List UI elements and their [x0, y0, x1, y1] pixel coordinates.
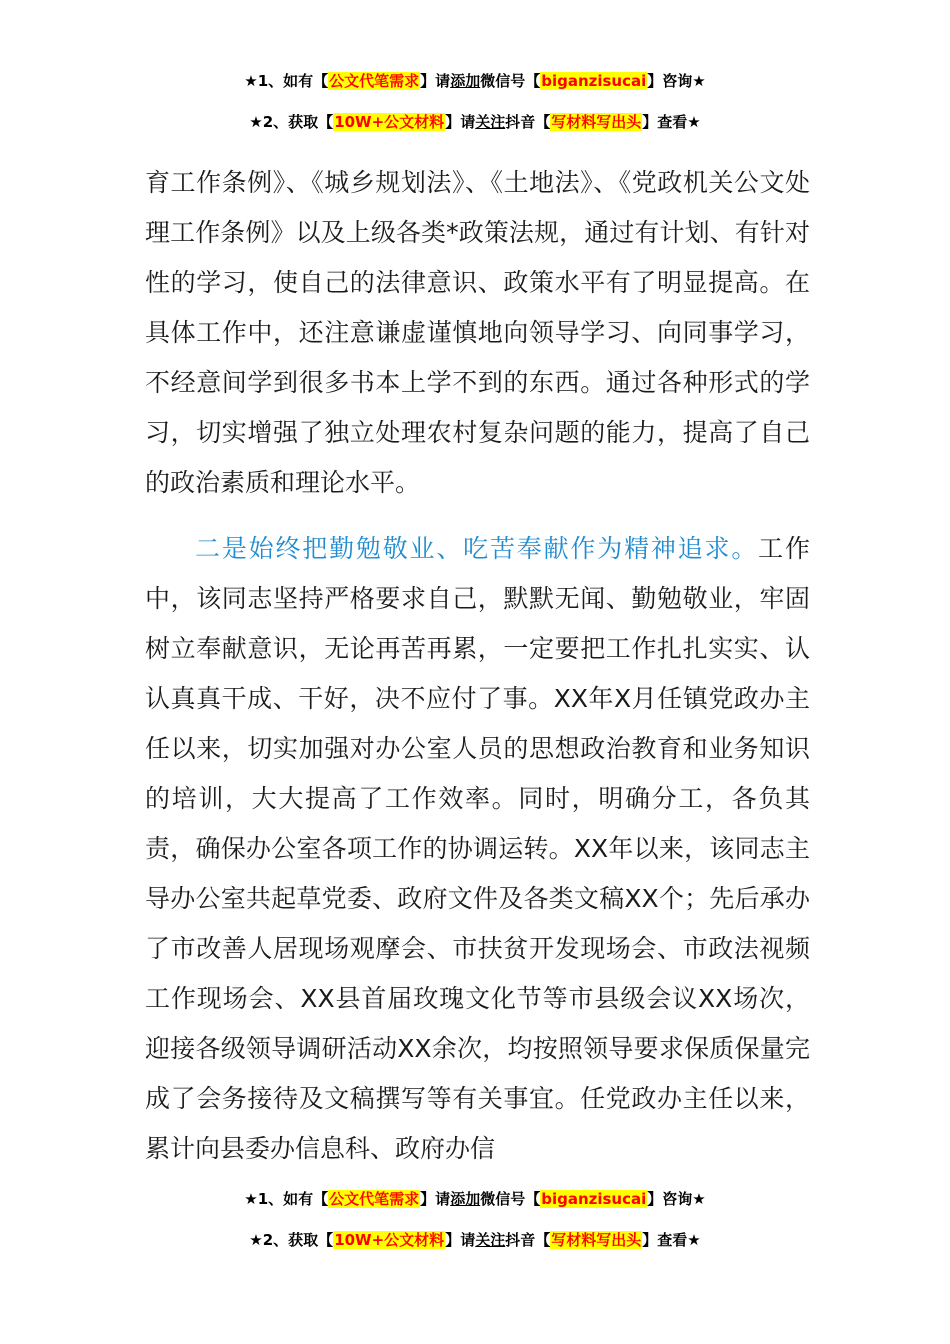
banner-highlight: 10W+公文材料 — [334, 1231, 445, 1249]
paragraph-2 — [145, 524, 810, 1174]
banner-text: 微信号【 — [480, 1190, 541, 1208]
banner-emphasis: 添加 — [450, 1190, 481, 1208]
banner-text: 】查看★ — [642, 113, 701, 131]
paragraph-2-lead: 二是始终把勤勉敬业、吃苦奉献作为精神追求。 — [195, 534, 759, 563]
footer-banner-line-2 — [0, 1229, 950, 1251]
banner-text: ★1、如有【 — [244, 1190, 329, 1208]
banner-text: 】请 — [420, 72, 451, 90]
banner-text: ★2、获取【 — [249, 113, 334, 131]
banner-emphasis: 添加 — [450, 72, 481, 90]
paragraph-2-body: 工作中，该同志坚持严格要求自己，默默无闻、勤勉敬业，牢固树立奉献意识，无论再苦再累，一定要把工作扎扎实实、认认真真干成、干好，决不应付了事。XX年X月任镇党政办主任以来，切实加强对办公室人员的思想政治教育和业务知识的培训，大大提高了工作效率。同时，明确分工，各负其责，确保办公室各项工作的协调运转。XX年以来，该同志主导办公室共起草党委、政府文件及各类文稿XX个；先后承办了市改善人居现场观摩会、市扶贫开发现场会、市政法视频工作现场会、XX县首届玫瑰文化节等市县级会议XX场次，迎接各级领导调研活动XX余次，均按照领导要求保质保量完成了会务接待及文稿撰写等有关事宜。任党政办主任以来，累计向县委办信息科、政府办信 — [145, 534, 810, 1163]
banner-highlight: 公文代笔需求 — [329, 1190, 420, 1208]
banner-text: 抖音【 — [505, 113, 551, 131]
banner-highlight: 公文代笔需求 — [329, 72, 420, 90]
banner-highlight: 写材料写出头 — [551, 1231, 642, 1249]
paragraph-1-text: 育工作条例》、《城乡规划法》、《土地法》、《党政机关公文处理工作条例》以及上级各类*政策法规，通过有计划、有针对性的学习，使自己的法律意识、政策水平有了明显提高。在具体工作中，还注意谦虚谨慎地向领导学习、向同事学习，不经意间学到很多书本上学不到的东西。通过各种形式的学习，切实增强了独立处理农村复杂问题的能力，提高了自己的政治素质和理论水平。 — [145, 168, 810, 497]
paragraph-2-text — [145, 524, 810, 1174]
banner-emphasis: 关注 — [475, 113, 506, 131]
banner-highlight: biganzisucai — [541, 72, 647, 90]
header-banner-line-2 — [0, 111, 950, 133]
header-banner-line-1 — [0, 70, 950, 92]
banner-text: 微信号【 — [480, 72, 541, 90]
footer-banner-line-1 — [0, 1188, 950, 1210]
banner-text: 】请 — [445, 1231, 476, 1249]
banner-text: ★1、如有【 — [244, 72, 329, 90]
banner-text: 】咨询★ — [647, 1190, 706, 1208]
paragraph-1 — [145, 158, 810, 508]
banner-text: 】请 — [420, 1190, 451, 1208]
banner-emphasis: 关注 — [475, 1231, 506, 1249]
banner-text: ★2、获取【 — [249, 1231, 334, 1249]
banner-highlight: 10W+公文材料 — [334, 113, 445, 131]
banner-text: 】请 — [445, 113, 476, 131]
banner-text: 】咨询★ — [647, 72, 706, 90]
banner-text: 】查看★ — [642, 1231, 701, 1249]
banner-highlight: biganzisucai — [541, 1190, 647, 1208]
banner-text: 抖音【 — [505, 1231, 551, 1249]
banner-highlight: 写材料写出头 — [551, 113, 642, 131]
